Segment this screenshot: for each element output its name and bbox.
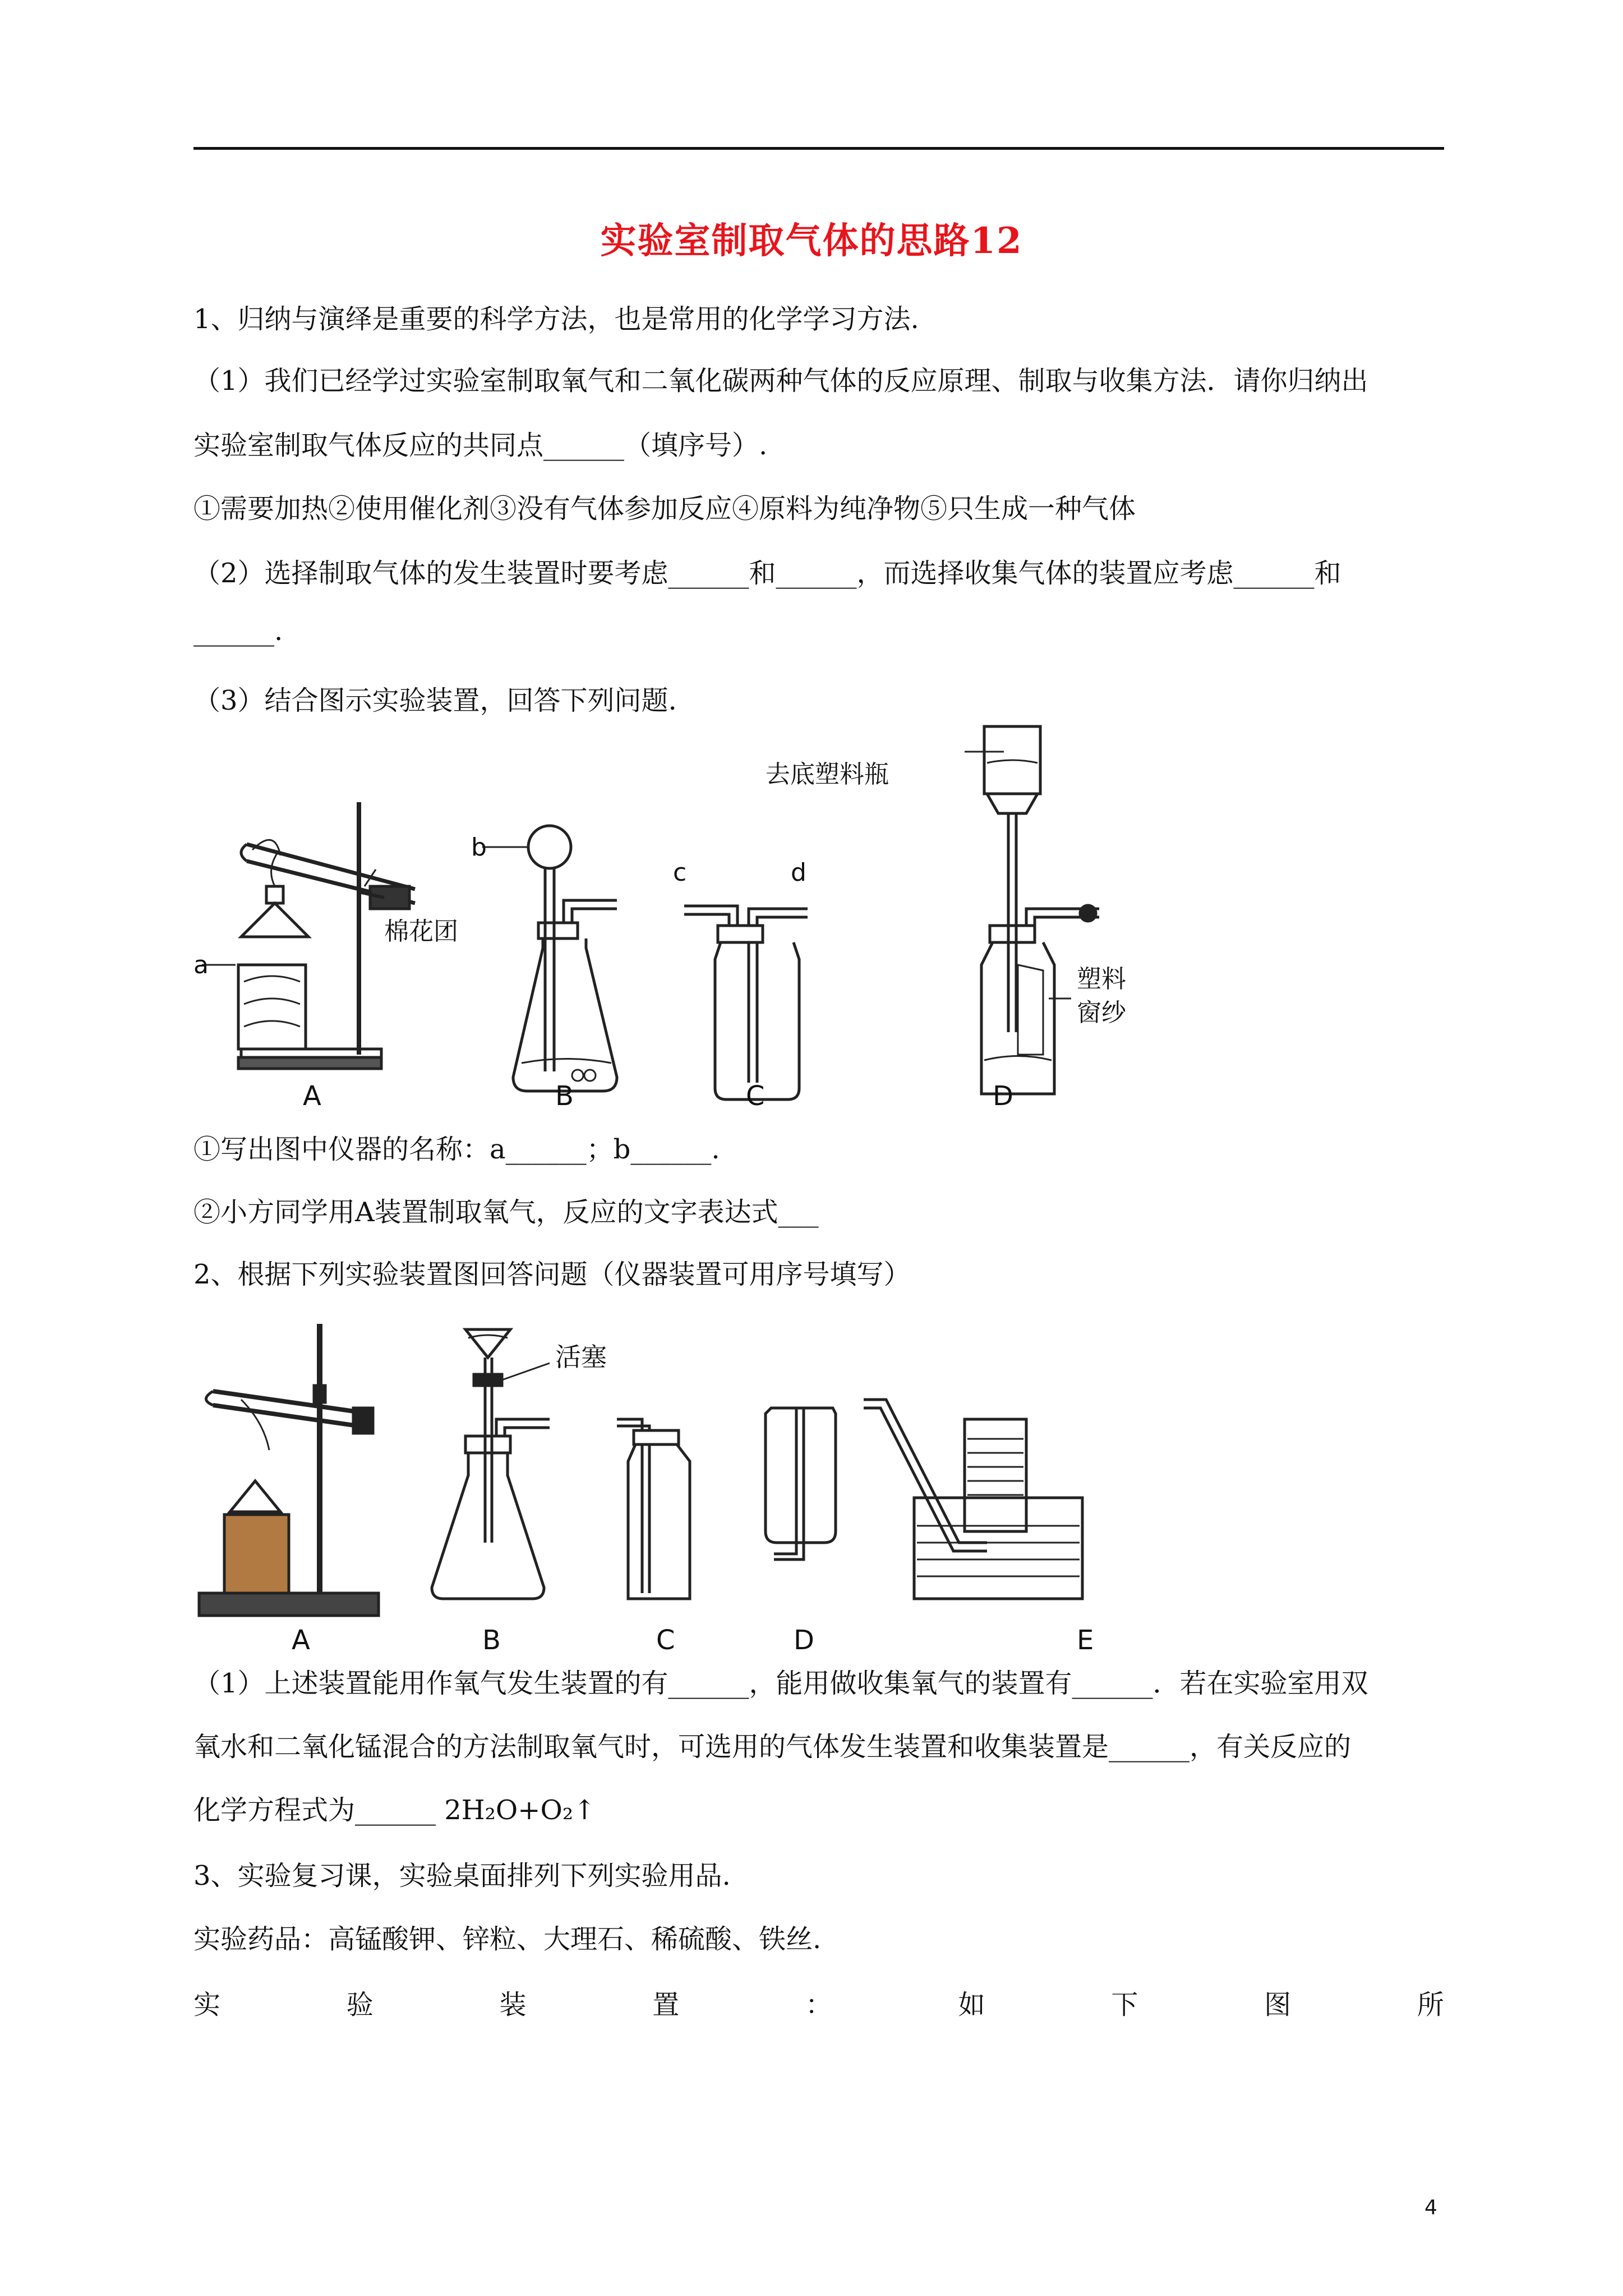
label-cotton: 棉花团 xyxy=(384,917,458,946)
q1-part2-line1: （2）选择制取气体的发生装置时要考虑______和______，而选择收集气体的装置应考虑______和 xyxy=(193,558,1341,589)
apparatus-2b xyxy=(432,1329,550,1599)
label-mesh-line2: 窗纱 xyxy=(1077,999,1126,1027)
caption-b: B xyxy=(555,1080,574,1112)
caption-2c: C xyxy=(656,1625,675,1655)
q1-part3: （3）结合图示实验装置，回答下列问题. xyxy=(193,685,677,716)
apparatus-2e xyxy=(864,1400,1082,1599)
page-number: 4 xyxy=(1424,2196,1437,2219)
spread-char: 图 xyxy=(1264,1989,1292,2021)
spread-char: ： xyxy=(805,1989,832,2021)
spread-char: 验 xyxy=(346,1989,374,2021)
spread-char: 如 xyxy=(958,1989,985,2021)
header-rule xyxy=(193,147,1444,150)
q3-apparatus-line xyxy=(193,1983,1444,2022)
q3-stem: 3、实验复习课，实验桌面排列下列实验用品. xyxy=(193,1860,731,1892)
q2-part1-line2: 氧水和二氧化锰混合的方法制取氧气时，可选用的气体发生装置和收集装置是______，有关反应的 xyxy=(193,1731,1352,1763)
spread-char: 置 xyxy=(652,1989,680,2021)
label-mesh-line1: 塑料 xyxy=(1077,965,1126,993)
caption-d: D xyxy=(993,1080,1013,1112)
q1-part1-line1: （1）我们已经学过实验室制取氧气和二氧化碳两种气体的反应原理、制取与收集方法．请你归纳出 xyxy=(193,365,1368,397)
spread-char: 实 xyxy=(193,1989,221,2021)
apparatus-2c xyxy=(617,1419,690,1599)
q1-options: ①需要加热②使用催化剂③没有气体参加反应④原料为纯净物⑤只生成一种气体 xyxy=(193,493,1136,524)
apparatus-b xyxy=(482,826,617,1091)
apparatus-2d xyxy=(766,1408,836,1559)
label-b: b xyxy=(471,833,487,862)
caption-2e: E xyxy=(1077,1625,1094,1655)
q1-sub1: ①写出图中仪器的名称：a______；b______. xyxy=(193,1134,720,1165)
figure-1-apparatus xyxy=(191,718,1172,1122)
q1-sub2: ②小方同学用A装置制取氧气，反应的文字表达式___ xyxy=(193,1197,819,1228)
spread-char: 所 xyxy=(1417,1989,1444,2021)
label-d: d xyxy=(791,858,806,887)
label-c: c xyxy=(673,858,687,887)
spread-char: 下 xyxy=(1111,1989,1138,2021)
spread-char: 装 xyxy=(499,1989,527,2021)
q2-stem: 2、根据下列实验装置图回答问题（仪器装置可用序号填写） xyxy=(193,1259,911,1290)
caption-2d: D xyxy=(794,1625,814,1655)
caption-2a: A xyxy=(292,1625,310,1655)
figure-2-apparatus xyxy=(191,1307,1228,1655)
apparatus-2a xyxy=(199,1324,379,1616)
apparatus-a xyxy=(202,802,415,1069)
apparatus-c xyxy=(684,906,808,1099)
q2-part1-line1: （1）上述装置能用作氧气发生装置的有______，能用做收集氧气的装置有______．若在实验室用双 xyxy=(193,1668,1368,1699)
q3-drugs: 实验药品：高锰酸钾、锌粒、大理石、稀硫酸、铁丝. xyxy=(193,1924,822,1955)
caption-2b: B xyxy=(482,1625,501,1655)
caption-a: A xyxy=(303,1080,321,1112)
page-title: 实验室制取气体的思路12 xyxy=(600,220,1023,262)
label-valve: 活塞 xyxy=(555,1342,607,1372)
caption-c: C xyxy=(746,1080,765,1112)
q2-part1-line3: 化学方程式为______ 2H₂O+O₂↑ xyxy=(193,1795,596,1826)
q1-stem: 1、归纳与演绎是重要的科学方法，也是常用的化学学习方法. xyxy=(193,303,919,335)
q1-part2-line2: ______. xyxy=(193,615,283,647)
q1-part1-line2: 实验室制取气体反应的共同点______（填序号）. xyxy=(193,430,768,461)
apparatus-d xyxy=(965,726,1099,1094)
label-bottle: 去底塑料瓶 xyxy=(766,760,889,789)
label-a: a xyxy=(193,951,209,979)
